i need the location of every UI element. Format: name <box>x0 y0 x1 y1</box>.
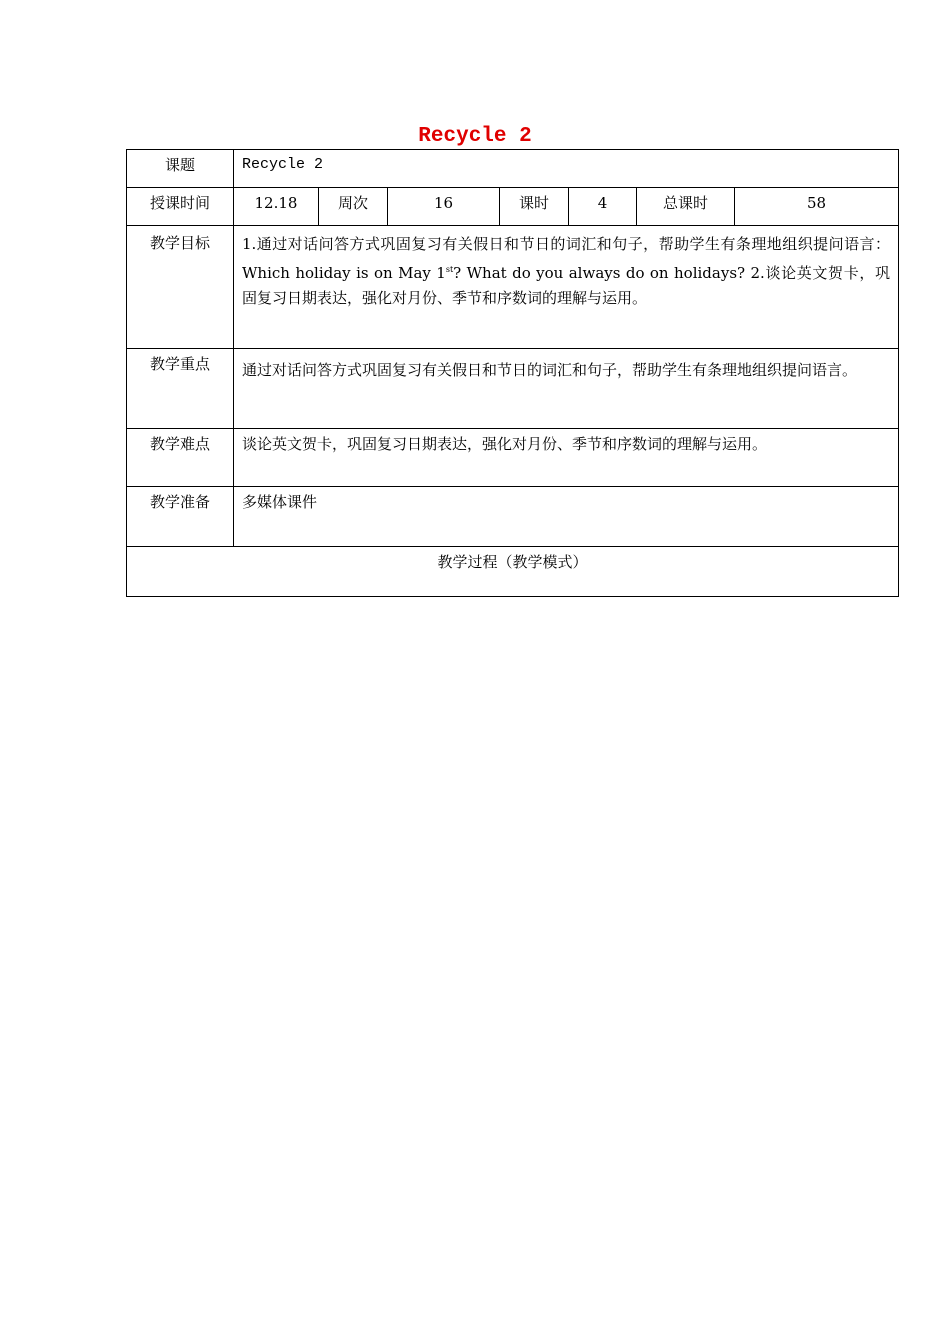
key-points-row <box>127 349 899 429</box>
period-value: 4 <box>569 188 637 226</box>
difficulties-value: 谈论英文贺卡，巩固复习日期表达，强化对月份、季节和序数词的理解与运用。 <box>234 429 899 487</box>
preparation-value: 多媒体课件 <box>234 487 899 547</box>
objectives-row <box>127 226 899 349</box>
topic-label: 课题 <box>127 150 234 188</box>
time-value: 12.18 <box>234 188 319 226</box>
total-label: 总课时 <box>637 188 735 226</box>
week-value: 16 <box>388 188 500 226</box>
week-label: 周次 <box>319 188 388 226</box>
key-points-label: 教学重点 <box>127 349 234 429</box>
lesson-plan-table <box>126 149 899 597</box>
total-value: 58 <box>735 188 899 226</box>
objectives-superscript: st <box>445 265 454 274</box>
topic-row <box>127 150 899 188</box>
document-title: Recycle 2 <box>418 125 532 148</box>
objectives-text-part1: 1.通过对话问答方式巩固复习有关假日和节日的词汇和句子，帮助学生有条理地组织提问语言：Which holiday is on May 1 <box>242 235 891 282</box>
preparation-row <box>127 487 899 547</box>
objectives-label: 教学目标 <box>127 226 234 349</box>
objectives-text-part2: ? What do you always do on holidays? 2.谈论英文贺卡，巩固复习日期表达，强化对月份、季节和序数词的理解与运用。 <box>242 264 890 307</box>
key-points-value: 通过对话问答方式巩固复习有关假日和节日的词汇和句子，帮助学生有条理地组织提问语言。 <box>234 349 899 429</box>
schedule-row <box>127 188 899 226</box>
objectives-value <box>234 226 899 349</box>
process-row <box>127 547 899 597</box>
preparation-label: 教学准备 <box>127 487 234 547</box>
time-label: 授课时间 <box>127 188 234 226</box>
difficulties-row <box>127 429 899 487</box>
process-label: 教学过程（教学模式） <box>127 547 899 597</box>
topic-value: Recycle 2 <box>234 150 899 188</box>
difficulties-label: 教学难点 <box>127 429 234 487</box>
period-label: 课时 <box>500 188 569 226</box>
